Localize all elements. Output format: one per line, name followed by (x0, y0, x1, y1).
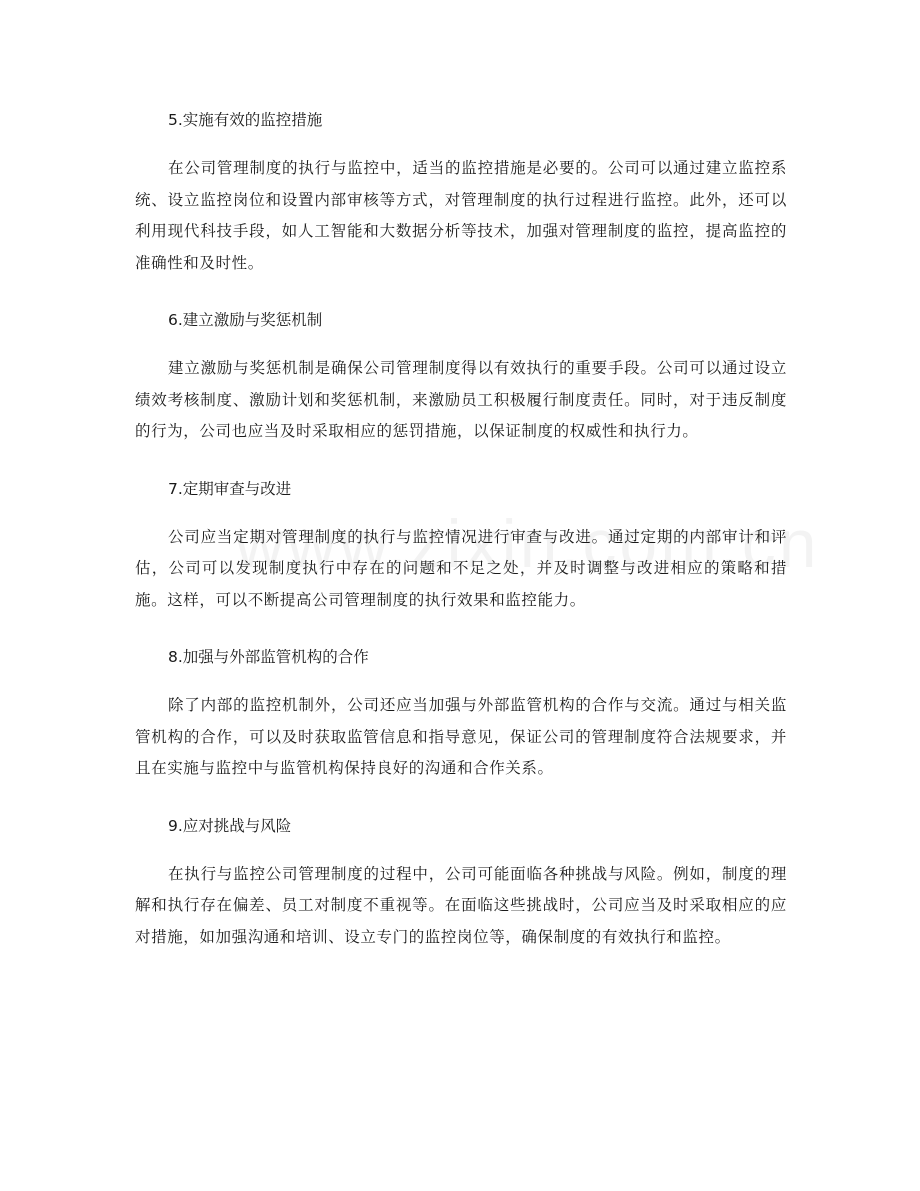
document-body (135, 100, 787, 974)
section-paragraph: 除了内部的监控机制外，公司还应当加强与外部监管机构的合作与交流。通过与相关监管机构的合作，可以及时获取监管信息和指导意见，保证公司的管理制度符合法规要求，并且在实施与监控中与监管机构保持良好的沟通和合作关系。 (135, 696, 787, 777)
section-paragraph: 公司应当定期对管理制度的执行与监控情况进行审查与改进。通过定期的内部审计和评估，公司可以发现制度执行中存在的问题和不足之处，并及时调整与改进相应的策略和措施。这样，可以不断提高公司管理制度的执行效果和监控能力。 (135, 527, 787, 609)
section-heading: 9.应对挑战与风险 (168, 816, 292, 835)
section-9 (135, 806, 787, 954)
section-paragraph: 在执行与监控公司管理制度的过程中，公司可能面临各种挑战与风险。例如，制度的理解和执行存在偏差、员工对制度不重视等。在面临这些挑战时，公司应当及时采取相应的应对措施，如加强沟通和培训、设立专门的监控岗位等，确保制度的有效执行和监控。 (135, 864, 787, 946)
section-paragraph: 建立激励与奖惩机制是确保公司管理制度得以有效执行的重要手段。公司可以通过设立绩效考核制度、激励计划和奖惩机制，来激励员工积极履行制度责任。同时，对于违反制度的行为，公司也应当及时采取相应的惩罚措施，以保证制度的权威性和执行力。 (135, 359, 787, 440)
section-heading: 6.建立激励与奖惩机制 (168, 311, 323, 329)
section-8 (135, 637, 787, 785)
section-heading: 7.定期审查与改进 (168, 479, 292, 498)
section-5 (135, 100, 787, 279)
section-heading: 8.加强与外部监管机构的合作 (168, 648, 369, 666)
section-heading: 5.实施有效的监控措施 (168, 111, 323, 129)
section-paragraph: 在公司管理制度的执行与监控中，适当的监控措施是必要的。公司可以通过建立监控系统、设立监控岗位和设置内部审核等方式，对管理制度的执行过程进行监控。此外，还可以利用现代科技手段，如人工智能和大数据分析等技术，加强对管理制度的监控，提高监控的准确性和及时性。 (135, 159, 787, 272)
section-6 (135, 300, 787, 448)
section-7 (135, 469, 787, 617)
